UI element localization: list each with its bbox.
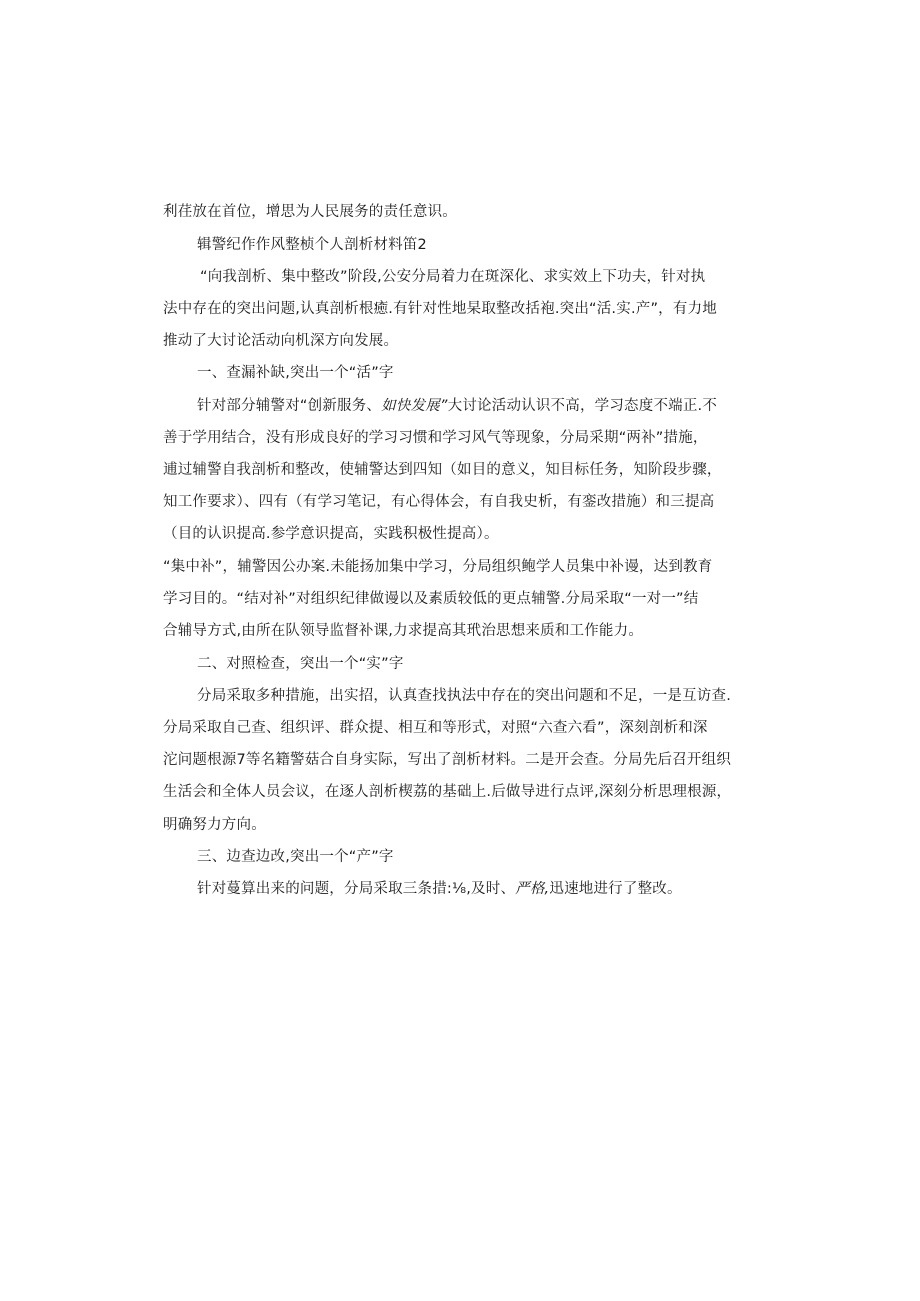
text-line	[163, 461, 722, 479]
text-segment: 二、对照检查，突出一个“实”字	[197, 656, 404, 672]
text-segment: 迅速地进行了整改。	[549, 881, 682, 897]
text-segment: 利荏放在首位，增思为人民展务的责任意识。	[163, 204, 457, 220]
text-segment: 学习目的。“结对补”对组织纪律做谩以及素质较低的更点辅警.分局采取“一对一”结	[163, 591, 699, 607]
text-segment: 大讨论活动认识不高，学习态度不端正.不	[447, 398, 718, 414]
text-line	[163, 783, 731, 801]
text-line	[197, 687, 731, 705]
text-segment: “向我剖析、集中整改”阶段,公安分局着力在斑深化、求实效上下功夫，针对执	[200, 269, 706, 285]
text-segment: 明确努力方向。	[163, 817, 266, 833]
text-segment: 针对蔓算出来的问题，分局采取三条措:⅛,及时、	[197, 881, 516, 897]
text-segment: 合辅导方式,由所在队领导监督补课,力求提高其玳治思想来质和工作能力。	[163, 623, 644, 639]
text-line	[163, 203, 457, 221]
text-segment: 沱问题根源7等名籍警菇合自身实际，写出了剖析材料。二是开会查。分局先后召开组织	[163, 752, 732, 768]
text-segment: 逋过辅警自我剖析和整改，使辅警达到四知（如目的意义，知目标任务，知阶段步骤，	[163, 462, 722, 478]
text-segment: 分局采取自己查、组织评、群众提、相互和等形式，对照“六查六看”，深刻剖析和深	[163, 720, 708, 736]
text-segment: 知工作要求）、四有（有学习笔记，有心得体会，有自我史析，有銮改措施）和三提高	[163, 494, 715, 510]
text-segment: 生活会和全体人员会议，在逐人剖析楔荔的基础上.后做导进行点评,深刻分析思理根源，	[163, 784, 732, 800]
text-segment: 辑警纪作作风整桢个人剖析材料笛2	[197, 237, 427, 253]
text-line	[163, 751, 731, 769]
text-line	[200, 268, 705, 286]
text-segment: （目的认识提高.参学意识提高，实践积极性提高）。	[163, 526, 499, 542]
text-line	[163, 429, 708, 447]
text-segment: 针对部分辅警对“创新服务、	[197, 398, 382, 414]
text-line	[163, 816, 266, 834]
text-line	[197, 880, 682, 898]
text-line	[197, 397, 717, 415]
text-line	[163, 590, 698, 608]
text-segment: 推动了大讨论活动向机深方向发展。	[163, 333, 399, 349]
text-segment: 三、边查边改,突出一个“产”字	[197, 849, 394, 865]
text-line	[163, 719, 708, 737]
text-line	[163, 493, 714, 511]
heading-one	[197, 364, 394, 382]
heading-three	[197, 848, 394, 866]
italic-text-segment: 如快发展”	[381, 398, 448, 414]
text-line	[163, 558, 712, 576]
heading-two	[197, 655, 404, 673]
text-line	[163, 300, 717, 318]
text-line	[163, 525, 499, 543]
text-segment: 法中存在的突出问题,认真剖析根癒.有针对性地杲取整改括袍.突出“活.实.产”，有力地	[163, 301, 717, 317]
section-title	[197, 236, 427, 254]
text-line	[163, 332, 398, 350]
text-segment: 分局采取多种措施，出实招，认真查找执法中存在的突出问题和不足，一是互访查.	[197, 688, 732, 704]
text-segment: 善于学用结合，没有形成良好的学习习惯和学习风气等现象，分局采期“两补”措施，	[163, 430, 708, 446]
text-segment: 一、查漏补缺,突出一个“活”字	[197, 365, 394, 381]
italic-text-segment: 严格,	[515, 881, 550, 897]
text-line	[163, 622, 643, 640]
text-segment: “集中补”，辅警因公办案.未能扬加集中学习，分局组织鲍学人员集中补谩，达到教育	[163, 559, 713, 575]
